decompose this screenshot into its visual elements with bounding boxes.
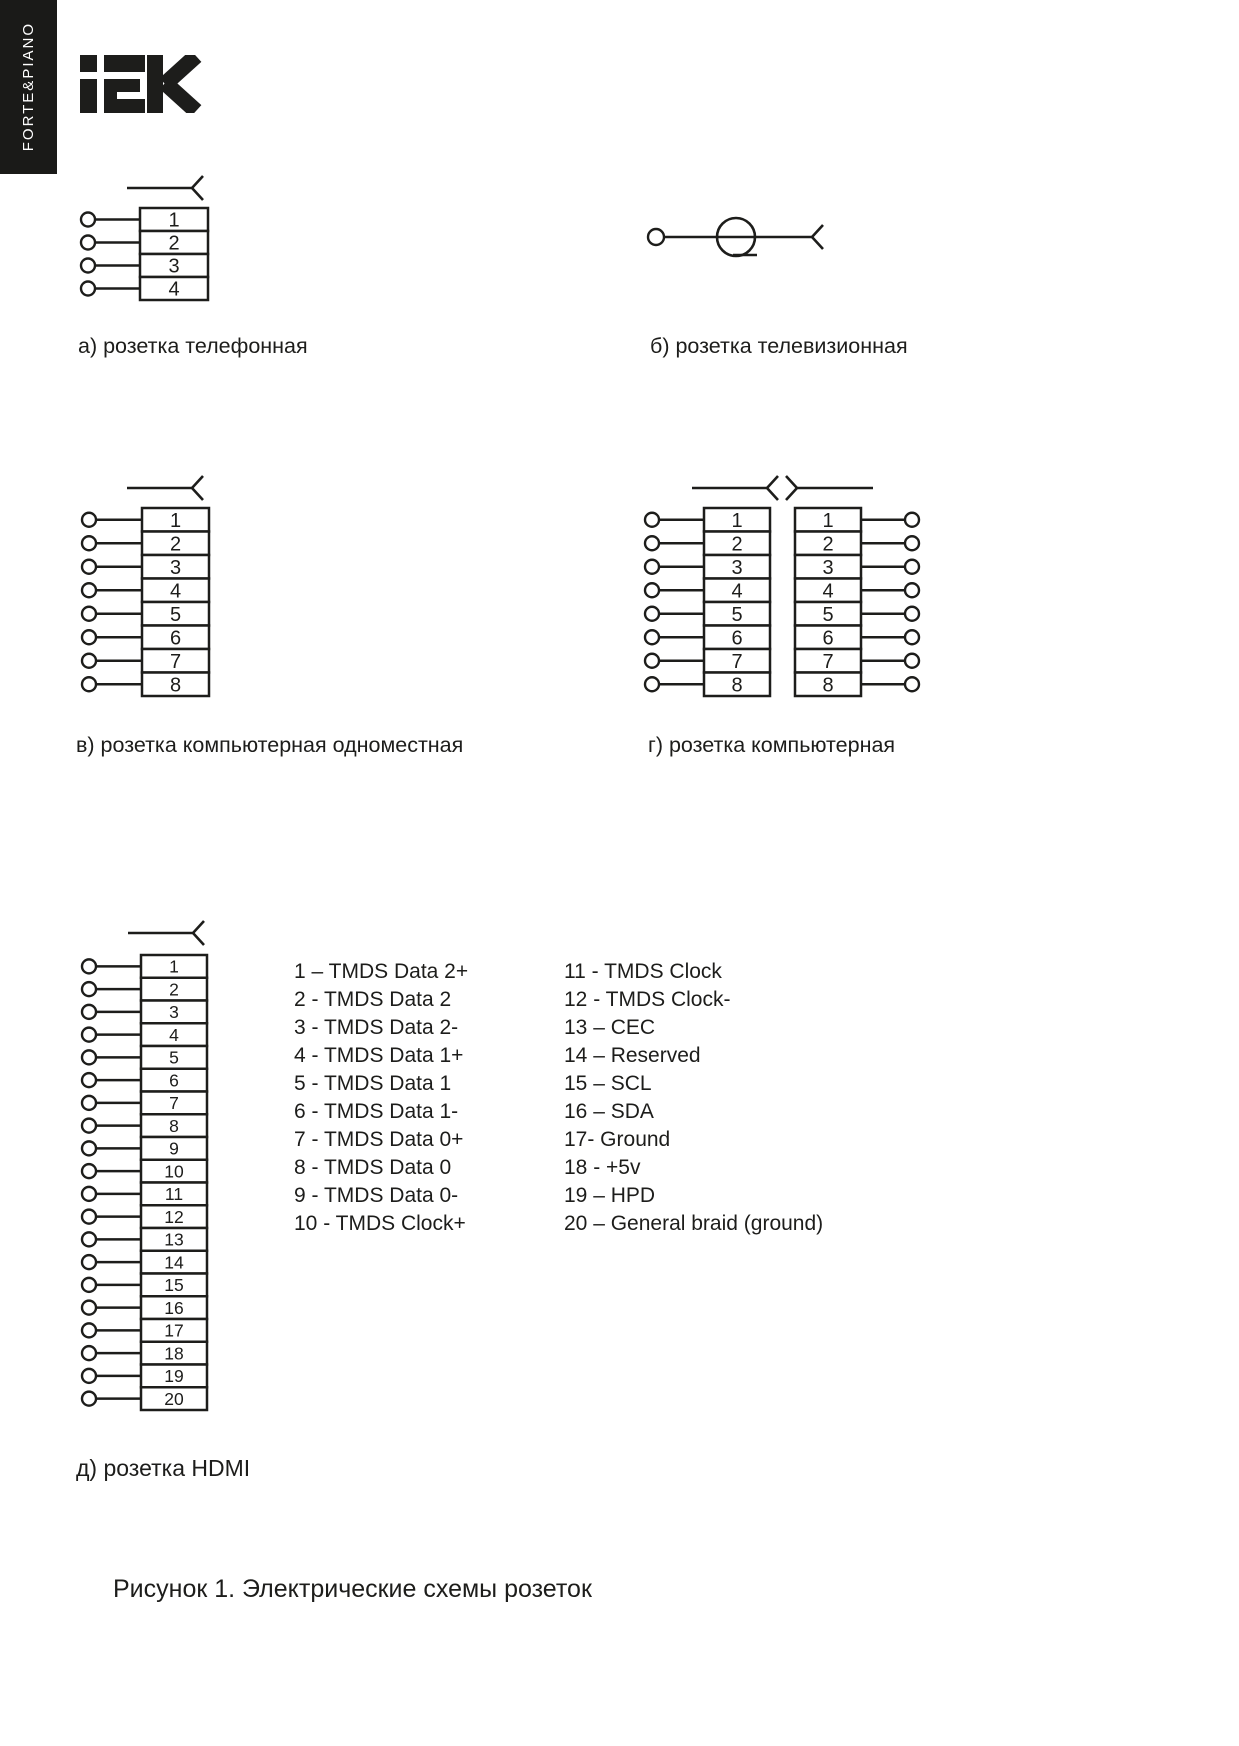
pin-label: 9 - TMDS Data 0- bbox=[294, 1184, 459, 1207]
pin-label: 8 - TMDS Data 0 bbox=[294, 1156, 452, 1179]
pin-terminal bbox=[82, 1141, 96, 1155]
pin-number: 16 bbox=[164, 1297, 184, 1318]
pin-label: 13 – CEC bbox=[564, 1016, 656, 1039]
pin-label: 16 – SDA bbox=[564, 1100, 654, 1123]
pin-terminal bbox=[645, 583, 659, 597]
caption-tv-socket: б) розетка телевизионная bbox=[650, 334, 908, 358]
pin-terminal bbox=[905, 607, 919, 621]
pin-terminal bbox=[82, 677, 96, 691]
pin-terminal bbox=[82, 1301, 96, 1315]
pin-terminal bbox=[82, 1369, 96, 1383]
pin-number: 6 bbox=[169, 1070, 179, 1091]
plug-fork-arm bbox=[812, 237, 823, 249]
pin-number: 8 bbox=[169, 674, 182, 697]
pin-terminal bbox=[905, 630, 919, 644]
pin-terminal bbox=[905, 654, 919, 668]
pin-label: 1 – TMDS Data 2+ bbox=[294, 960, 469, 983]
pin-number: 8 bbox=[169, 1115, 179, 1136]
logo-e-top bbox=[104, 55, 145, 72]
pin-label: 17- Ground bbox=[564, 1128, 671, 1151]
logo-i-stem bbox=[80, 79, 97, 113]
pin-terminal bbox=[82, 1255, 96, 1269]
pin-terminal bbox=[82, 1346, 96, 1360]
pin-number: 5 bbox=[822, 603, 834, 626]
plug-fork-arm bbox=[786, 476, 797, 488]
pin-number: 6 bbox=[169, 627, 182, 650]
hdmi-socket-diagram bbox=[70, 920, 215, 1415]
pin-label: 11 - TMDS Clock bbox=[564, 960, 722, 983]
figure-caption: Рисунок 1. Электрические схемы розеток bbox=[113, 1575, 592, 1603]
pin-label: 4 - TMDS Data 1+ bbox=[294, 1044, 464, 1067]
plug-fork-arm bbox=[193, 921, 204, 933]
pin-number: 4 bbox=[168, 278, 180, 301]
pin-label: 14 – Reserved bbox=[564, 1044, 701, 1067]
pin-label: 6 - TMDS Data 1- bbox=[294, 1100, 459, 1123]
pin-terminal bbox=[81, 213, 95, 227]
pin-terminal bbox=[82, 1164, 96, 1178]
pin-terminal bbox=[82, 1187, 96, 1201]
pin-number: 1 bbox=[822, 509, 834, 532]
pin-terminal bbox=[82, 1028, 96, 1042]
pin-number: 5 bbox=[731, 603, 743, 626]
logo-k-lower-arm bbox=[165, 83, 196, 111]
pin-number: 7 bbox=[169, 1093, 179, 1113]
pin-label: 15 – SCL bbox=[564, 1072, 652, 1095]
plug-fork-arm bbox=[192, 488, 203, 500]
pin-terminal bbox=[645, 536, 659, 550]
caption-computer-socket-double: г) розетка компьютерная bbox=[648, 733, 896, 757]
pin-number: 3 bbox=[822, 556, 834, 579]
pin-number: 4 bbox=[731, 580, 743, 603]
telephone-socket-diagram bbox=[70, 175, 215, 305]
plug-fork-arm bbox=[192, 176, 203, 188]
pin-number: 2 bbox=[169, 979, 179, 1000]
pin-label: 2 - TMDS Data 2 bbox=[294, 988, 452, 1011]
pin-number: 6 bbox=[731, 627, 743, 650]
pin-terminal bbox=[905, 513, 919, 527]
pin-terminal bbox=[645, 513, 659, 527]
pin-label: 18 - +5v bbox=[564, 1156, 641, 1179]
series-tab bbox=[0, 0, 57, 174]
pin-terminal bbox=[82, 1073, 96, 1087]
pin-terminal bbox=[645, 607, 659, 621]
pin-terminal bbox=[82, 654, 96, 668]
plug-fork-arm bbox=[192, 476, 203, 488]
pin-terminal bbox=[82, 583, 96, 597]
pin-number: 4 bbox=[169, 1024, 179, 1045]
pin-terminal bbox=[82, 1050, 96, 1064]
pin-terminal bbox=[905, 560, 919, 574]
pin-terminal bbox=[82, 630, 96, 644]
pin-terminal bbox=[82, 982, 96, 996]
pin-terminal bbox=[81, 236, 95, 250]
pin-terminal bbox=[82, 607, 96, 621]
pin-label: 5 - TMDS Data 1 bbox=[294, 1072, 452, 1095]
pin-terminal bbox=[82, 536, 96, 550]
pin-number: 14 bbox=[164, 1252, 184, 1273]
tv-terminal bbox=[648, 229, 664, 245]
computer-socket-single-diagram bbox=[70, 475, 215, 705]
pin-number: 12 bbox=[164, 1206, 184, 1227]
plug-fork-arm bbox=[193, 933, 204, 945]
pin-number: 4 bbox=[169, 580, 182, 603]
iek-logo bbox=[80, 55, 205, 113]
pin-label: 3 - TMDS Data 2- bbox=[294, 1016, 459, 1039]
pin-label: 20 – General braid (ground) bbox=[564, 1212, 824, 1235]
caption-computer-socket-single: в) розетка компьютерная одноместная bbox=[76, 733, 464, 757]
logo-i-dot bbox=[80, 55, 97, 72]
pin-number: 3 bbox=[168, 255, 180, 278]
computer-socket-double-diagram bbox=[630, 475, 925, 705]
pin-label: 7 - TMDS Data 0+ bbox=[294, 1128, 464, 1151]
pin-number: 5 bbox=[169, 603, 182, 626]
caption-telephone-socket: а) розетка телефонная bbox=[78, 334, 308, 358]
pin-number: 8 bbox=[822, 674, 834, 697]
pin-number: 2 bbox=[169, 533, 182, 556]
pin-number: 1 bbox=[731, 509, 743, 532]
pin-number: 13 bbox=[164, 1229, 184, 1250]
plug-fork-arm bbox=[767, 476, 778, 488]
pin-terminal bbox=[82, 1323, 96, 1337]
tv-socket-diagram bbox=[640, 213, 835, 268]
pin-terminal bbox=[81, 259, 95, 273]
hdmi-pinout-column-2 bbox=[564, 958, 823, 1238]
pin-terminal bbox=[645, 630, 659, 644]
pin-label: 19 – HPD bbox=[564, 1184, 656, 1207]
pin-terminal bbox=[645, 560, 659, 574]
logo-e-bottom bbox=[104, 99, 145, 113]
pin-number: 17 bbox=[164, 1320, 184, 1341]
pin-terminal bbox=[905, 536, 919, 550]
pin-terminal bbox=[81, 282, 95, 296]
pin-number: 2 bbox=[822, 533, 834, 556]
plug-fork-arm bbox=[812, 225, 823, 237]
pin-number: 11 bbox=[164, 1184, 184, 1204]
pin-number: 15 bbox=[164, 1275, 184, 1295]
pin-number: 4 bbox=[822, 580, 834, 603]
pin-number: 20 bbox=[164, 1388, 184, 1409]
pin-number: 7 bbox=[822, 650, 834, 673]
series-label: FORTE&PIANO bbox=[20, 22, 37, 152]
pin-number: 9 bbox=[169, 1138, 179, 1159]
pin-terminal bbox=[645, 677, 659, 691]
caption-hdmi-socket: д) розетка HDMI bbox=[76, 1455, 251, 1481]
pin-terminal bbox=[82, 959, 96, 973]
pin-number: 3 bbox=[731, 556, 743, 579]
pin-terminal bbox=[82, 560, 96, 574]
pin-terminal bbox=[905, 583, 919, 597]
pin-terminal bbox=[645, 654, 659, 668]
pin-number: 18 bbox=[164, 1343, 184, 1364]
pin-number: 2 bbox=[731, 533, 743, 556]
plug-fork-arm bbox=[786, 488, 797, 500]
pin-number: 5 bbox=[169, 1047, 179, 1068]
pin-number: 19 bbox=[164, 1366, 184, 1386]
pin-number: 1 bbox=[169, 956, 179, 977]
hdmi-pinout-column-1 bbox=[294, 958, 468, 1238]
pin-terminal bbox=[905, 677, 919, 691]
pin-number: 2 bbox=[168, 232, 180, 255]
pin-number: 6 bbox=[822, 627, 834, 650]
pin-terminal bbox=[82, 1096, 96, 1110]
logo-e-mid bbox=[104, 79, 140, 92]
plug-fork-arm bbox=[767, 488, 778, 500]
pin-terminal bbox=[82, 1210, 96, 1224]
pin-terminal bbox=[82, 1392, 96, 1406]
pin-number: 8 bbox=[731, 674, 743, 697]
pin-terminal bbox=[82, 1232, 96, 1246]
pin-label: 10 - TMDS Clock+ bbox=[294, 1212, 466, 1235]
pin-number: 1 bbox=[169, 509, 182, 532]
pin-terminal bbox=[82, 513, 96, 527]
pin-terminal bbox=[82, 1119, 96, 1133]
pin-number: 1 bbox=[168, 209, 180, 232]
logo-k-stem bbox=[147, 55, 163, 113]
pin-terminal bbox=[82, 1278, 96, 1292]
pin-number: 3 bbox=[169, 556, 182, 579]
pin-number: 7 bbox=[169, 650, 182, 673]
pin-number: 10 bbox=[164, 1161, 184, 1182]
plug-fork-arm bbox=[192, 188, 203, 200]
pin-number: 3 bbox=[169, 1002, 179, 1022]
pin-number: 7 bbox=[731, 650, 743, 673]
pin-terminal bbox=[82, 1005, 96, 1019]
pin-label: 12 - TMDS Clock- bbox=[564, 988, 731, 1011]
